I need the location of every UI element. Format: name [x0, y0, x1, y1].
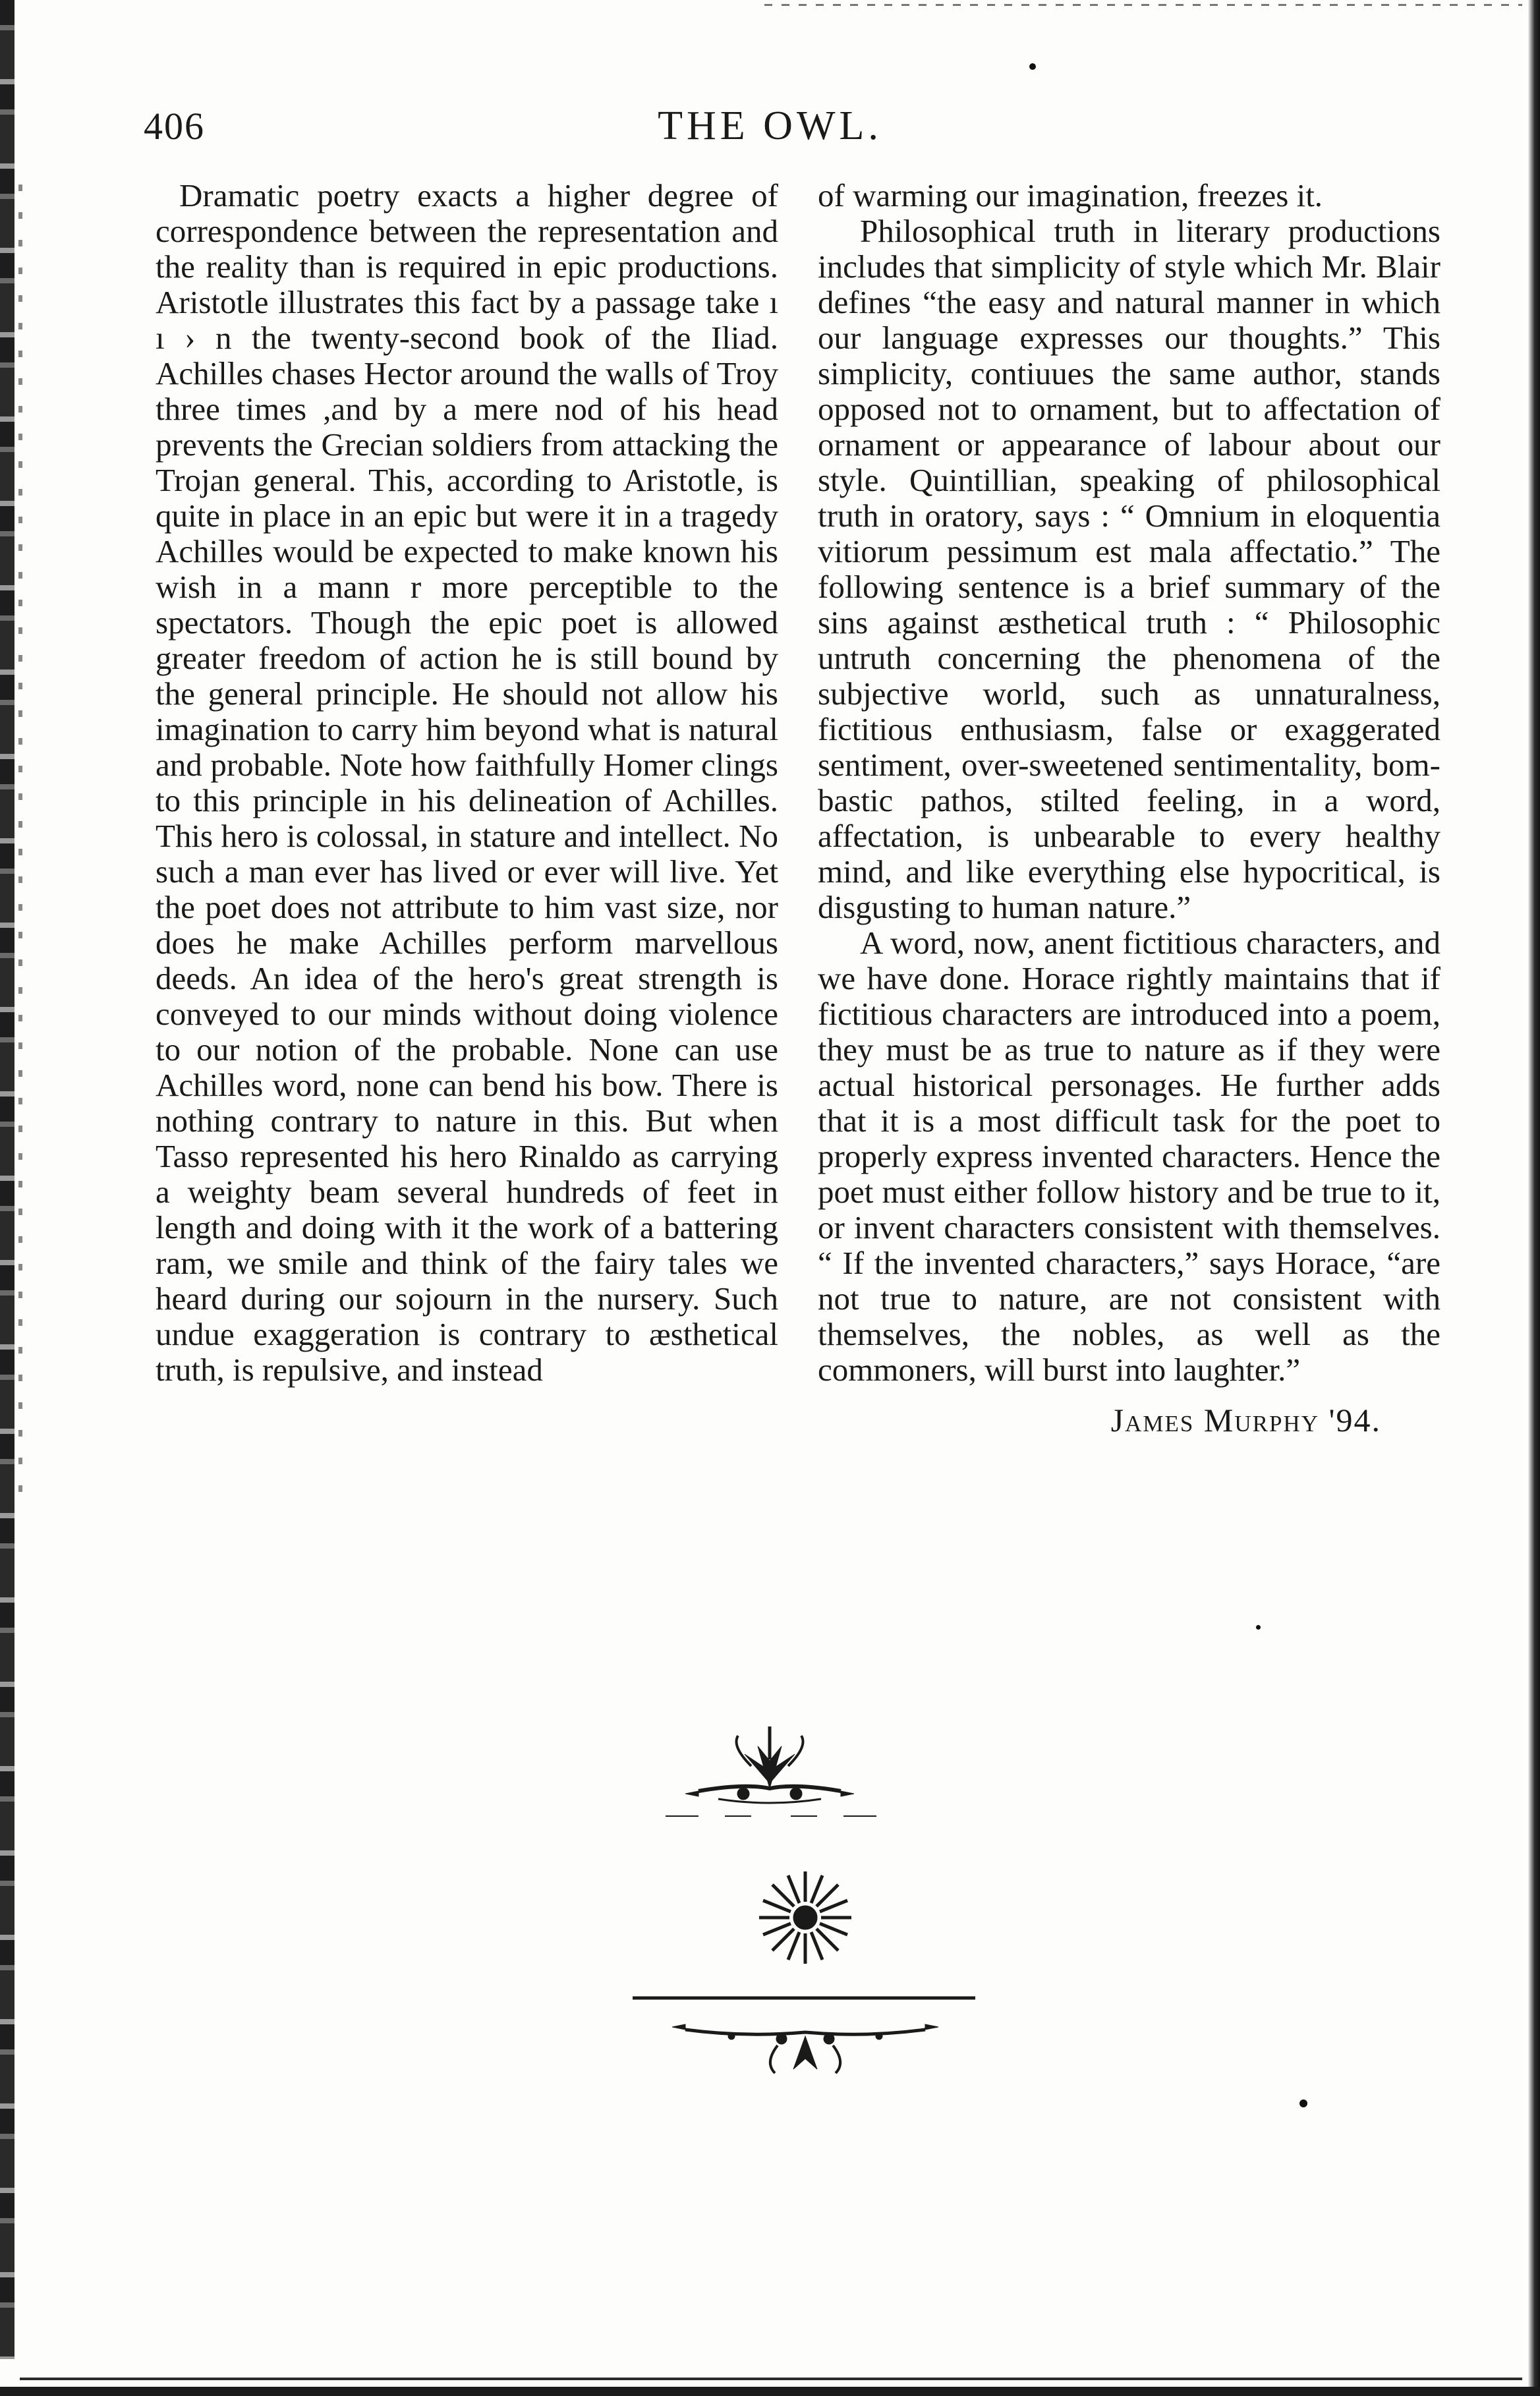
scan-top-dashes [764, 4, 1522, 6]
paragraph-continuation: of warming our imagination, freezes it. [818, 177, 1323, 214]
paragraph: Philosophical truth in literary productions includes that simplicity of style which Mr. Blair defines “the easy and natural manner in which our language expresses our thoughts.” This simplicity, contiuues the same author, stands opposed not to ornament, but to affectation of ornament or appearance of labour about our style. Quintillian, speaking of philosophical truth in oratory, says : “ Omnium in eloquentia vitiorum pessimum est mala affectatio.” The following sentence is a brief summary of the sins against æsthetical truth : “ Philosophic untruth concerning the phenomena of the subjective world, such as unnaturalness, fictitious enthusiasm, false or exaggerated sentiment, over-sweetened sentimentality, bombastic pathos, stilted feeling, in a word, affectation, is unbearable to every healthy mind, and like everything else hypocritical, is disgusting to human nature.” [818, 213, 1440, 925]
paragraph: Dramatic poetry exacts a higher degree of correspondence between the representation and the reality than is required in epic productions. Aristotle illustrates this fact by a passage take ı ı › n the twenty-second book of the Iliad. Achilles chases Hector around the walls of Troy three times ,and by a mere nod of his head prevents the Grecian soldiers from attacking the Trojan general. This, according to Aristotle, is quite in place in an epic but were it in a tragedy Achilles would be expected to make known his wish in a mann r more perceptible to the spectators. Though the epic poet is allowed greater freedom of action he is still bound by the general principle. He should not allow his imagination to carry him beyond what is natural and probable. Note how faithfully Homer clings to this principle in his delineation of Achilles. This hero is colossal, in stature and intellect. No such a man ever has lived or ever will live. Yet the poet does not attribute to him vast size, nor does he make Achilles perform marvellous deeds. An idea of the hero's great strength is conveyed to our minds without doing violence to our notion of the probable. None can use Achilles word, none can bend his bow. There is nothing contrary to nature in this. But when Tasso represented his hero Rinaldo as carrying a weighty beam several hundreds of feet in length and doing with it the work of a battering ram, we smile and think of the fairy tales we heard during our sojourn in the nursery. Such undue exaggeration is contrary to æsthetical truth, is repulsive, and instead [156, 177, 778, 1388]
left-column [156, 178, 778, 1388]
scan-bottom-edge [0, 2387, 1540, 2396]
running-head: THE OWL. [658, 103, 882, 148]
right-column [818, 178, 1440, 1438]
paragraph: A word, now, anent fictitious characters, and we have done. Horace rightly maintains that if fictitious characters are introduced into a poem, they must be as true to nature as if they were actual historical personages. He further adds that it is a most difficult task for the poet to properly express invented characters. Hence the poet must either follow history and be true to it, or invent characters consistent with themselves. “ If the invented characters,” says Horace, “are not true to nature, are not consistent with themselves, the nobles, as well as the commoners, will burst into laughter.” [818, 925, 1440, 1388]
scroll-ornament-icon [0, 1720, 1540, 1819]
ink-speck [1299, 2099, 1307, 2107]
sunburst-ornament-icon [0, 1858, 1540, 1977]
page-number: 406 [144, 105, 205, 148]
ink-speck [1256, 1625, 1261, 1630]
author-signature: James Murphy '94. [1110, 1402, 1381, 1439]
scan-left-specks [18, 185, 22, 1502]
scan-bottom-rule [20, 2378, 1522, 2380]
rule-and-scroll-ornament-icon [0, 1990, 1540, 2089]
ink-speck [1029, 63, 1036, 70]
